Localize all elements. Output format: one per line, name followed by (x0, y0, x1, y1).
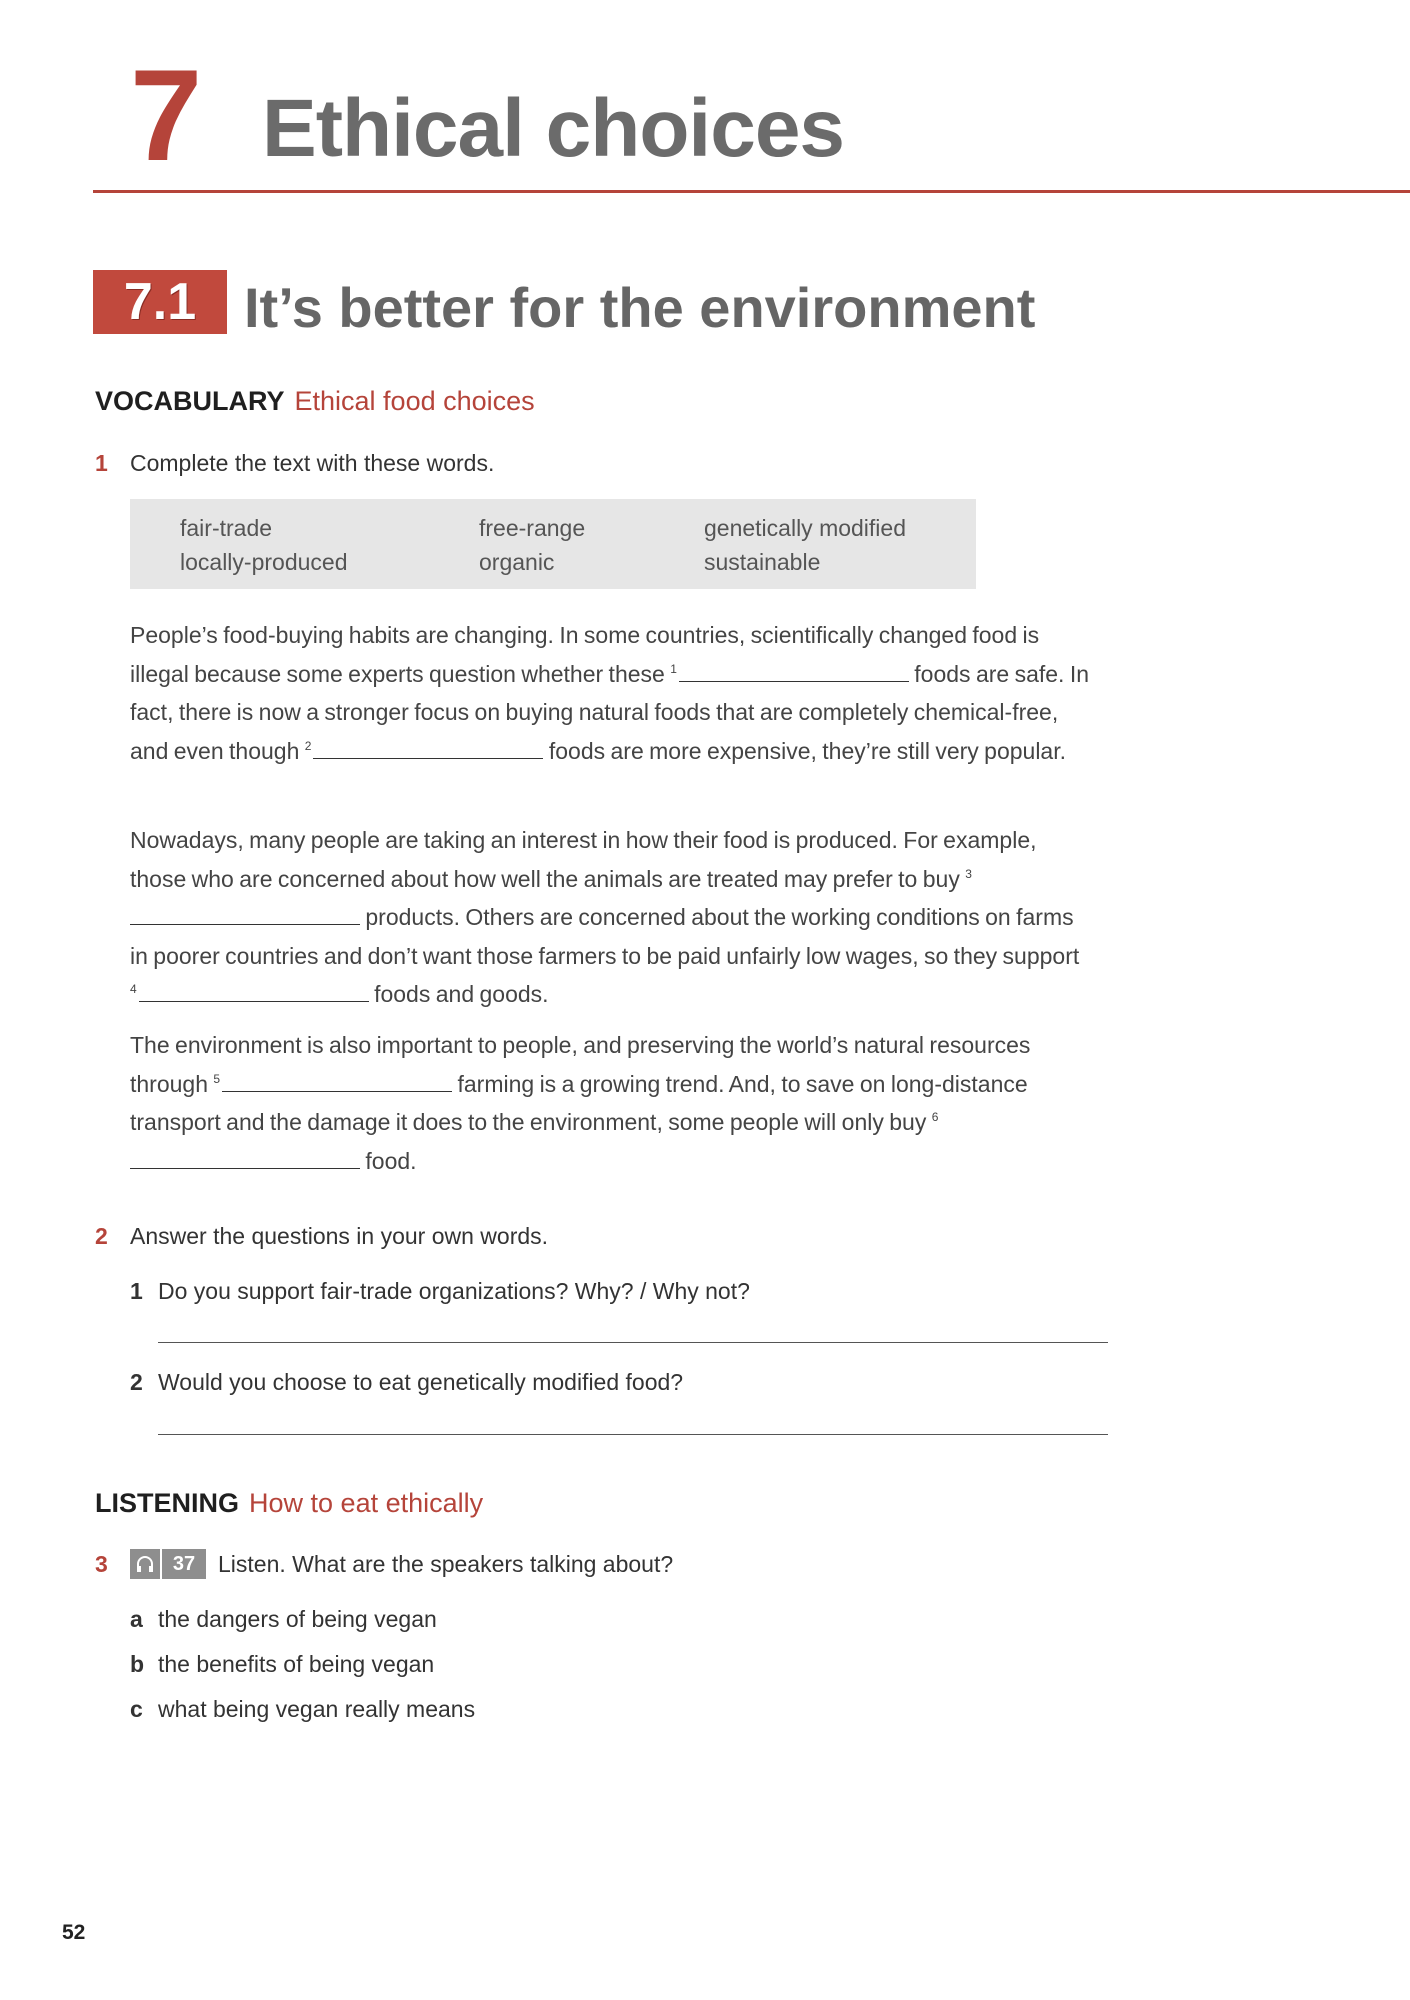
text-paragraph-1 (130, 616, 1090, 770)
gap-number: 3 (965, 866, 972, 881)
word-item: organic (479, 549, 555, 575)
track-number: 37 (172, 1553, 196, 1575)
word-box (130, 499, 976, 589)
gap-blank-1[interactable] (679, 661, 909, 682)
word-item: genetically modified (704, 515, 907, 541)
gap-blank-4[interactable] (139, 981, 369, 1002)
paragraph-text: People’s food-buying habits are changing. In some countries, scientifically changed food is illegal because some experts question whether these (130, 622, 1040, 687)
word-item: locally-produced (180, 549, 348, 575)
paragraph-text: foods are safe. In fact, there is now a stronger focus on buying natural foods that are completely chemical-free, and even though (130, 660, 1090, 764)
word-item: sustainable (704, 549, 821, 575)
vocabulary-label: VOCABULARY (95, 386, 285, 416)
listening-heading (95, 1490, 483, 1517)
listening-label: LISTENING (95, 1488, 240, 1518)
text-paragraph-3 (130, 1026, 1090, 1180)
paragraph-text: foods and goods. (368, 981, 549, 1007)
exercise-3-number: 3 (95, 1551, 108, 1577)
paragraph-text: foods are more expensive, they’re still very popular. (543, 737, 1067, 764)
lesson-title: It’s better for the environment (244, 276, 1036, 339)
paragraph-text: The environment is also important to people, and preserving the world’s natural resources through (130, 1032, 1031, 1097)
option-text[interactable]: the dangers of being vegan (158, 1606, 437, 1632)
answer-line-1[interactable] (158, 1342, 1108, 1343)
option-letter: a (130, 1606, 143, 1632)
gap-blank-5[interactable] (222, 1071, 452, 1092)
option-text[interactable]: the benefits of being vegan (158, 1651, 435, 1677)
unit-divider (93, 190, 1410, 193)
exercise-2-instruction: Answer the questions in your own words. (130, 1223, 549, 1249)
exercise-1-instruction: Complete the text with these words. (130, 450, 495, 476)
listening-topic: How to eat ethically (249, 1488, 484, 1518)
gap-number: 6 (931, 1110, 939, 1124)
word-item: free-range (479, 515, 586, 541)
gap-blank-2[interactable] (313, 738, 543, 759)
gap-blank-6[interactable] (130, 1148, 360, 1169)
gap-number: 5 (213, 1071, 221, 1086)
unit-title: Ethical choices (262, 83, 845, 174)
option-letter: b (130, 1651, 145, 1677)
option-text[interactable]: what being vegan really means (158, 1696, 476, 1722)
option-letter: c (130, 1696, 143, 1722)
audio-track-button[interactable] (130, 1549, 206, 1579)
question-text: Would you choose to eat genetically modified food? (158, 1369, 684, 1395)
question-number: 2 (130, 1369, 143, 1395)
paragraph-text: products. Others are concerned about the working conditions on farms in poorer countries and don’t want those farmers to be paid unfairly low wages, so they support (130, 904, 1080, 969)
vocabulary-heading (95, 388, 535, 415)
text-paragraph-2 (130, 821, 1090, 1014)
word-item: fair-trade (180, 515, 273, 541)
unit-number: 7 (130, 42, 199, 188)
answer-line-2[interactable] (158, 1434, 1108, 1435)
question-number: 1 (130, 1278, 143, 1304)
exercise-2-number: 2 (95, 1223, 108, 1249)
gap-number: 1 (670, 661, 677, 676)
paragraph-text: farming is a growing trend. And, to save on long-distance transport and the damage it does to the environment, some people will only buy (130, 1070, 1028, 1135)
exercise-1-number: 1 (95, 450, 108, 476)
paragraph-text: food. (360, 1147, 417, 1174)
lesson-number-badge: 7.1 (93, 270, 227, 334)
page-number: 52 (62, 1921, 86, 1944)
paragraph-text: Nowadays, many people are taking an interest in how their food is produced. For example, those who are concerned about how well the animals are treated may prefer to buy (130, 827, 1037, 892)
gap-blank-3[interactable] (130, 904, 360, 925)
exercise-3-instruction: Listen. What are the speakers talking about? (218, 1551, 674, 1577)
vocabulary-topic: Ethical food choices (294, 386, 535, 416)
gap-number: 4 (130, 982, 137, 996)
question-text: Do you support fair-trade organizations? Why? / Why not? (158, 1278, 750, 1304)
gap-number: 2 (304, 738, 312, 753)
headphones-icon (130, 1549, 162, 1579)
